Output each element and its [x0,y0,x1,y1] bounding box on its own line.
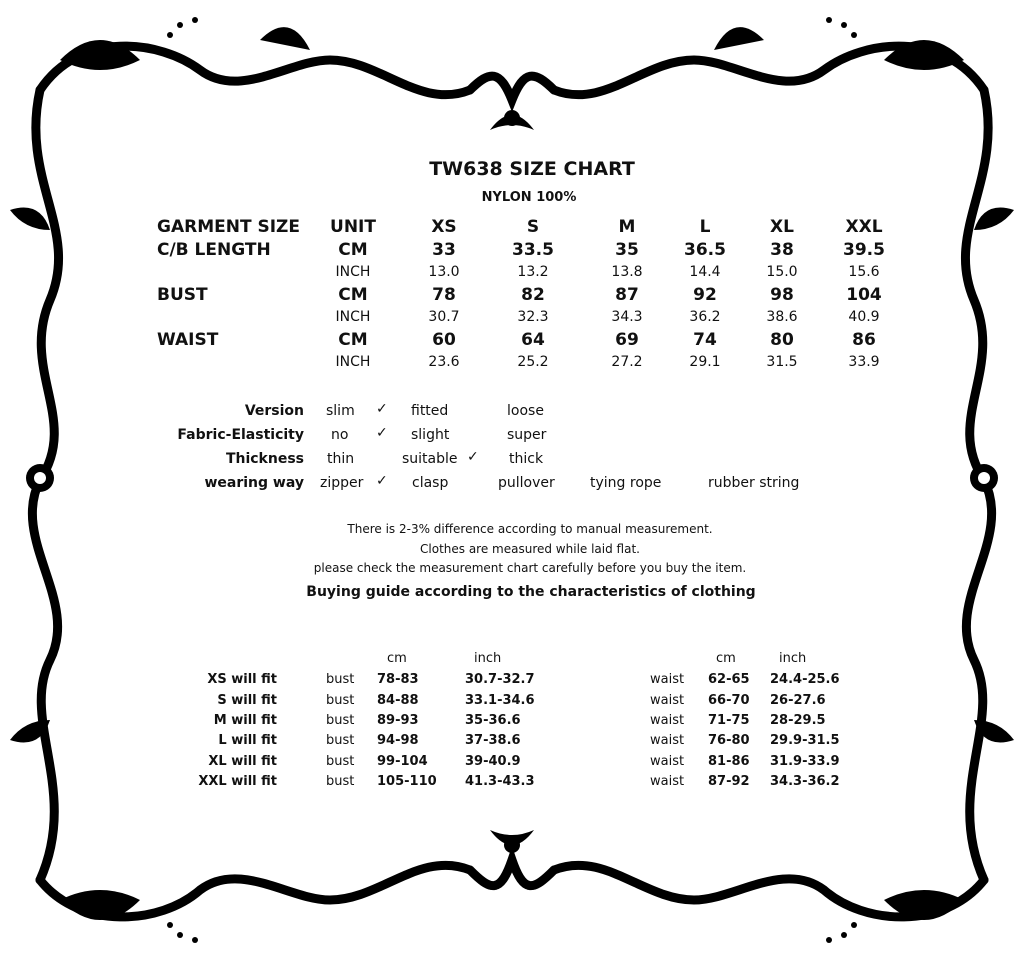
cell-value: 69 [615,330,639,350]
buying-guide-title: Buying guide according to the characteristics of clothing [306,584,756,600]
garment-size-header: GARMENT SIZE [157,217,300,237]
size-header: M [618,217,636,237]
fit-cm: 81-86 [708,754,750,769]
cell-value: 40.9 [848,309,880,325]
unit-cm: CM [338,285,368,305]
fit-part: bust [326,693,355,708]
cell-value: 15.0 [766,264,798,280]
cell-value: 64 [521,330,545,350]
cell-value: 38 [770,240,794,260]
cell-value: 14.4 [689,264,721,280]
cell-value: 39.5 [843,240,885,260]
cell-value: 87 [615,285,639,305]
fit-inch: 30.7-32.7 [465,672,535,687]
thickness-option: thin [327,451,355,467]
unit-cm: CM [338,240,368,260]
wearing-option: pullover [498,475,555,491]
fit-cm: 87-92 [708,774,750,789]
wearing-option: clasp [412,475,449,491]
unit-header: UNIT [330,217,376,237]
fit-inch: 26-27.6 [770,693,826,708]
fit-inch: 29.9-31.5 [770,733,840,748]
fit-inch: 41.3-43.3 [465,774,535,789]
cell-value: 13.8 [611,264,643,280]
check-icon: ✓ [376,425,388,441]
fit-inch: 24.4-25.6 [770,672,840,687]
cell-value: 82 [521,285,545,305]
fit-cm: 99-104 [377,754,428,769]
cell-value: 33.9 [848,354,880,370]
fit-part: waist [650,774,685,789]
version-label: Version [244,403,304,419]
material-label: NYLON 100% [481,190,577,205]
size-header: L [699,217,711,237]
elasticity-option: no [331,427,349,443]
cell-value: 36.5 [684,240,726,260]
fit-cm: 94-98 [377,733,419,748]
fit-inch: 34.3-36.2 [770,774,840,789]
cell-value: 92 [693,285,717,305]
fit-part: bust [326,754,355,769]
fit-label: XS will fit [207,672,277,687]
fit-label: L will fit [218,733,277,748]
fit-inch: 33.1-34.6 [465,693,535,708]
elasticity-option: slight [411,427,450,443]
cell-value: 13.0 [428,264,460,280]
fit-cm: 89-93 [377,713,419,728]
fit-inch: 28-29.5 [770,713,826,728]
thickness-option: thick [509,451,544,467]
fit-label: M will fit [213,713,277,728]
check-icon: ✓ [376,401,388,417]
cell-value: 32.3 [517,309,549,325]
fit-cm: 105-110 [377,774,437,789]
cell-value: 30.7 [428,309,460,325]
fit-part: bust [326,774,355,789]
guide-cm-header: cm [387,651,407,666]
cell-value: 38.6 [766,309,798,325]
cell-value: 80 [770,330,794,350]
cell-value: 35 [615,240,639,260]
fit-inch: 35-36.6 [465,713,521,728]
fit-label: S will fit [217,693,277,708]
fit-cm: 66-70 [708,693,750,708]
cell-value: 23.6 [428,354,460,370]
note-line: please check the measurement chart carefully before you buy the item. [313,561,747,575]
unit-cm: CM [338,330,368,350]
guide-inch-header: inch [779,651,807,666]
fit-part: bust [326,672,355,687]
measure-label-waist: WAIST [157,330,219,350]
cell-value: 86 [852,330,876,350]
fit-cm: 84-88 [377,693,419,708]
fit-part: waist [650,693,685,708]
fit-cm: 78-83 [377,672,419,687]
wearing-option: tying rope [590,475,662,491]
cell-value: 31.5 [766,354,798,370]
version-option: loose [507,403,544,419]
guide-cm-header: cm [716,651,736,666]
cell-value: 60 [432,330,456,350]
fit-part: waist [650,754,685,769]
fit-label: XL will fit [208,754,277,769]
unit-inch: INCH [335,264,371,280]
cell-value: 78 [432,285,456,305]
cell-value: 33 [432,240,456,260]
thickness-option: suitable [402,451,458,467]
fit-part: waist [650,713,685,728]
elasticity-label: Fabric-Elasticity [177,427,304,443]
check-icon: ✓ [467,449,479,465]
cell-value: 33.5 [512,240,554,260]
size-header: XXL [845,217,883,237]
fit-part: waist [650,733,685,748]
cell-value: 25.2 [517,354,549,370]
size-header: XL [770,217,794,237]
thickness-label: Thickness [225,451,304,467]
fit-inch: 39-40.9 [465,754,521,769]
version-option: fitted [411,403,449,419]
wearing-way-label: wearing way [204,475,304,491]
version-option: slim [326,403,355,419]
fit-inch: 37-38.6 [465,733,521,748]
cell-value: 74 [693,330,717,350]
note-line: There is 2-3% difference according to manual measurement. [347,522,713,536]
wearing-option: zipper [320,475,364,491]
check-icon: ✓ [376,473,388,489]
measure-label-bust: BUST [157,285,208,305]
cell-value: 104 [846,285,882,305]
cell-value: 13.2 [517,264,549,280]
chart-title: TW638 SIZE CHART [429,158,635,180]
size-header: XS [431,217,457,237]
guide-inch-header: inch [474,651,502,666]
fit-label: XXL will fit [198,774,277,789]
cell-value: 98 [770,285,794,305]
cell-value: 34.3 [611,309,643,325]
note-line: Clothes are measured while laid flat. [420,542,640,556]
size-header: S [526,217,540,237]
fit-cm: 62-65 [708,672,750,687]
cell-value: 36.2 [689,309,721,325]
fit-part: waist [650,672,685,687]
wearing-option: rubber string [708,475,800,491]
elasticity-option: super [507,427,547,443]
cell-value: 27.2 [611,354,643,370]
fit-cm: 76-80 [708,733,750,748]
unit-inch: INCH [335,354,371,370]
fit-part: bust [326,713,355,728]
fit-part: bust [326,733,355,748]
unit-inch: INCH [335,309,371,325]
measure-label-cb-length: C/B LENGTH [157,240,271,260]
cell-value: 29.1 [689,354,721,370]
fit-inch: 31.9-33.9 [770,754,840,769]
fit-cm: 71-75 [708,713,750,728]
cell-value: 15.6 [848,264,880,280]
